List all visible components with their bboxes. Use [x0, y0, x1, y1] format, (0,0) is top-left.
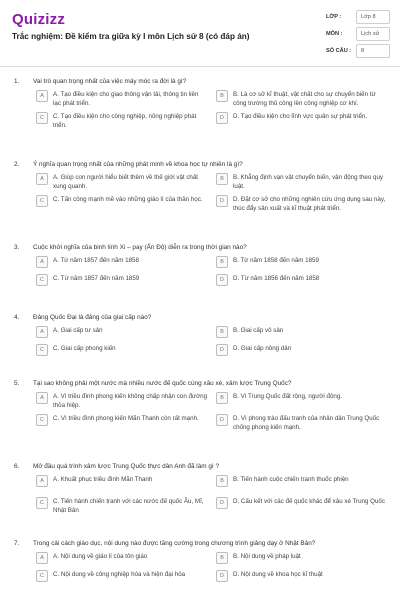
answer-option-c[interactable] — [36, 497, 208, 515]
meta-row-count — [326, 44, 390, 58]
answer-option-a[interactable] — [36, 392, 208, 410]
option-text: B. Giai cấp vô sản — [233, 327, 284, 334]
option-letter-badge: A — [36, 552, 48, 564]
question-text: Cuộc khởi nghĩa của binh lính Xi – pay (Ấn Độ) diễn ra trong thời gian nào? — [33, 244, 247, 251]
option-letter-badge: D — [216, 112, 228, 124]
meta-label: MÔN : — [326, 31, 343, 37]
question-number: 3. — [14, 244, 20, 251]
option-text: C. Nội dung về công nghiệp hóa và hiện đại hóa — [53, 571, 186, 578]
question-text: Mở đầu quá trình xâm lược Trung Quốc thực dân Anh đã làm gì ? — [33, 463, 220, 470]
question-text: Tại sao không phải một nước mà nhiều nước đế quốc cùng xâu xé, xâm lược Trung Quốc? — [33, 380, 292, 387]
option-letter-badge: C — [36, 414, 48, 426]
option-letter-badge: B — [216, 552, 228, 564]
option-letter-badge: B — [216, 173, 228, 185]
meta-row-subject — [326, 27, 390, 41]
option-text: C. Vì triều đình phong kiến Mãn Thanh còn rất mạnh. — [53, 415, 199, 422]
option-letter-badge: C — [36, 344, 48, 356]
answer-option-b[interactable] — [216, 256, 388, 268]
question-prompt — [14, 380, 390, 387]
option-letter-badge: C — [36, 112, 48, 124]
option-text: C. Từ năm 1857 đến năm 1859 — [53, 275, 140, 282]
option-letter-badge: D — [216, 195, 228, 207]
meta-label: LỚP : — [326, 14, 342, 20]
option-text: A. Tạo điều kiện cho giao thông vận tải, thông tin liên lạc phát triển. — [53, 91, 199, 107]
option-letter-badge: B — [216, 392, 228, 404]
option-text: C. Tiến hành chiến tranh với các nước đế quốc Âu, Mĩ, Nhật Bản — [53, 498, 204, 514]
worksheet-title: Trắc nghiệm: Đề kiểm tra giữa kỳ I môn Lịch sử 8 (có đáp án) — [12, 32, 250, 41]
answer-option-a[interactable] — [36, 90, 208, 108]
answer-option-b[interactable] — [216, 90, 388, 108]
question-count-field: 8 — [356, 44, 390, 58]
question-number: 2. — [14, 161, 20, 168]
option-letter-badge: C — [36, 195, 48, 207]
option-letter-badge: D — [216, 414, 228, 426]
option-text: C. Tấn công mạnh mẽ vào những giáo lí của thần học. — [53, 196, 203, 203]
answer-option-d[interactable] — [216, 274, 388, 286]
option-text: B. Tiến hành cuộc chiến tranh thuốc phiện — [233, 476, 349, 483]
question-text: Trong cải cách giáo dục, nội dung nào được tăng cường trong chương trình giảng dạy ở Nhật Bản? — [33, 540, 316, 547]
answer-option-c[interactable] — [36, 195, 208, 207]
question-number: 6. — [14, 463, 20, 470]
option-letter-badge: C — [36, 570, 48, 582]
meta-label: SỐ CÂU : — [326, 48, 352, 54]
worksheet-meta — [326, 10, 390, 61]
meta-row-class — [326, 10, 390, 24]
answer-option-a[interactable] — [36, 475, 208, 487]
option-letter-badge: D — [216, 344, 228, 356]
option-letter-badge: A — [36, 173, 48, 185]
subject-field: Lịch sử — [356, 27, 390, 41]
answer-option-a[interactable] — [36, 552, 208, 564]
question-prompt — [14, 161, 390, 168]
option-letter-badge: A — [36, 256, 48, 268]
answer-option-d[interactable] — [216, 414, 388, 432]
answer-option-b[interactable] — [216, 392, 388, 404]
question-prompt — [14, 244, 390, 251]
option-text: A. Từ năm 1857 đến năm 1858 — [53, 257, 139, 264]
answer-option-d[interactable] — [216, 195, 388, 213]
answer-option-c[interactable] — [36, 414, 208, 426]
answer-option-c[interactable] — [36, 112, 208, 130]
option-text: B. Từ năm 1858 đến năm 1859 — [233, 257, 319, 264]
question-number: 1. — [14, 78, 20, 85]
question-number: 7. — [14, 540, 20, 547]
answer-option-c[interactable] — [36, 344, 208, 356]
option-letter-badge: C — [36, 497, 48, 509]
option-text: B. Nội dung về pháp luật — [233, 553, 301, 560]
worksheet-header — [0, 0, 400, 67]
option-text: D. Đặt cơ sở cho những nghiên cứu ứng dụng sau này, thúc đẩy sản xuất và kĩ thuật phát triển. — [233, 196, 386, 212]
answer-option-a[interactable] — [36, 173, 208, 191]
answer-option-b[interactable] — [216, 552, 388, 564]
option-text: B. Khẳng định vạn vật chuyển biến, vận động theo quy luật. — [233, 174, 383, 190]
class-field: Lớp 8 — [356, 10, 390, 24]
option-letter-badge: A — [36, 90, 48, 102]
quizizz-logo: Quizizz — [12, 11, 66, 28]
option-letter-badge: D — [216, 570, 228, 582]
question-number: 5. — [14, 380, 20, 387]
option-letter-badge: A — [36, 326, 48, 338]
option-text: A. Giúp con người hiểu biết thêm về thế giới vật chất xung quanh. — [53, 174, 199, 190]
option-text: D. Cấu kết với các đế quốc khác để xâu xé Trung Quốc — [233, 498, 385, 505]
answer-option-c[interactable] — [36, 570, 208, 582]
answer-option-d[interactable] — [216, 344, 388, 356]
answer-option-c[interactable] — [36, 274, 208, 286]
answer-option-b[interactable] — [216, 475, 388, 487]
answer-option-d[interactable] — [216, 570, 388, 582]
option-text: D. Vì phong trào đấu tranh của nhân dân Trung Quốc chống phong kiến mạnh. — [233, 415, 380, 431]
option-letter-badge: D — [216, 497, 228, 509]
question-prompt — [14, 314, 390, 321]
option-letter-badge: B — [216, 326, 228, 338]
question-prompt — [14, 540, 390, 547]
option-text: D. Giai cấp nông dân — [233, 345, 292, 352]
option-letter-badge: B — [216, 90, 228, 102]
option-text: A. Giai cấp tư sản — [53, 327, 103, 334]
option-letter-badge: A — [36, 475, 48, 487]
option-text: B. Là cơ sở kĩ thuật, vật chất cho sự chuyển biến từ công trường thủ công lên công nghiệp cơ khí. — [233, 91, 376, 107]
question-text: Đảng Quốc Đại là đảng của giai cấp nào? — [33, 314, 152, 321]
option-text: D. Tạo điều kiện cho lĩnh vực quân sự phát triển. — [233, 113, 368, 120]
question-prompt — [14, 463, 390, 470]
question-prompt — [14, 78, 390, 85]
option-letter-badge: A — [36, 392, 48, 404]
question-text: Vai trò quan trọng nhất của việc máy móc ra đời là gì? — [33, 78, 187, 85]
option-text: A. Khuất phục triều đình Mãn Thanh — [53, 476, 153, 483]
question-number: 4. — [14, 314, 20, 321]
option-text: B. Vì Trung Quốc đất rộng, người đông. — [233, 393, 342, 400]
answer-option-a[interactable] — [36, 326, 208, 338]
answer-option-d[interactable] — [216, 112, 388, 124]
option-text: D. Từ năm 1856 đến năm 1858 — [233, 275, 320, 282]
option-text: D. Nội dung về khoa học kĩ thuật — [233, 571, 323, 578]
option-text: C. Tạo điều kiện cho công nghiệp, nông nghiệp phát triển. — [53, 113, 197, 129]
option-letter-badge: B — [216, 256, 228, 268]
option-letter-badge: D — [216, 274, 228, 286]
answer-option-b[interactable] — [216, 173, 388, 191]
option-text: A. Vì triều đình phong kiến không chấp nhận con đường thỏa hiệp. — [53, 393, 208, 409]
option-letter-badge: C — [36, 274, 48, 286]
question-text: Ý nghĩa quan trọng nhất của những phát minh về khoa học tự nhiên là gì? — [33, 161, 243, 168]
answer-option-d[interactable] — [216, 497, 388, 509]
option-text: C. Giai cấp phong kiến — [53, 345, 116, 352]
answer-option-b[interactable] — [216, 326, 388, 338]
option-text: A. Nội dung về giáo lí của tôn giáo — [53, 553, 148, 560]
option-letter-badge: B — [216, 475, 228, 487]
answer-option-a[interactable] — [36, 256, 208, 268]
